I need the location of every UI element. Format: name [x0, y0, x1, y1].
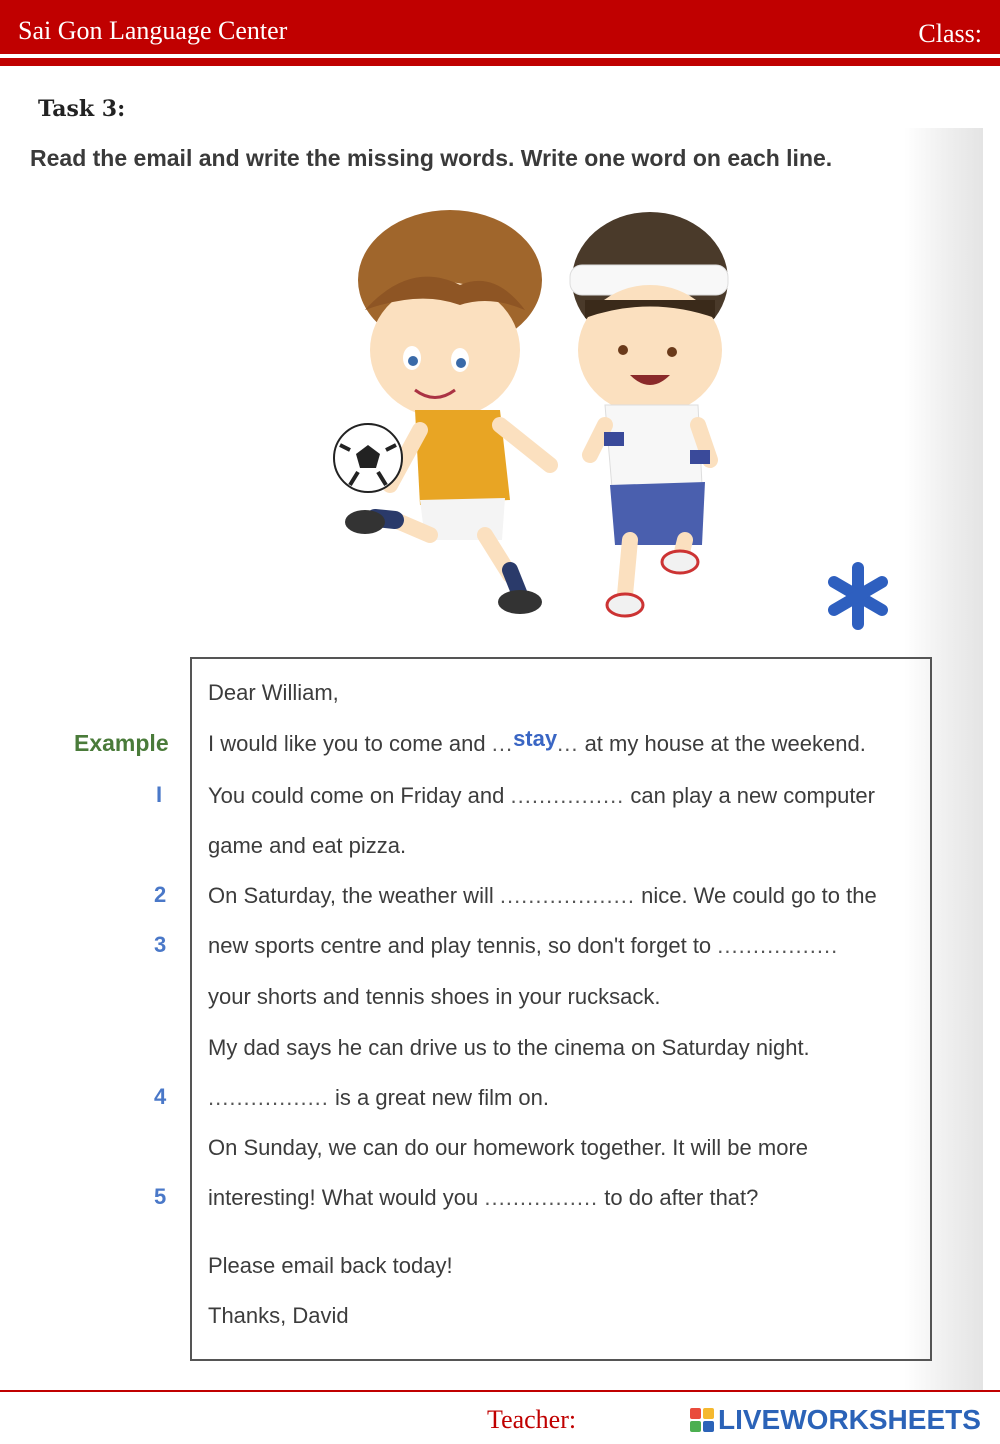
header-rule: [0, 58, 1000, 66]
q2-text-before: On Saturday, the weather will: [208, 883, 500, 908]
question-number-2: 2: [154, 882, 167, 907]
task-instruction: Read the email and write the missing words. Write one word on each line.: [30, 145, 833, 171]
sunday-line: On Sunday, we can do our homework together. It will be more: [208, 1135, 809, 1160]
question-1-line: [208, 783, 875, 809]
q1-blank[interactable]: ................: [510, 783, 625, 808]
boy-with-headband: [570, 212, 728, 616]
q5-text-before: interesting! What would you: [208, 1185, 485, 1210]
question-number-4: 4: [154, 1084, 167, 1109]
example-blank-right: ...: [557, 731, 579, 756]
q1-text-after: can play a new computer: [624, 783, 875, 808]
cinema-line: My dad says he can drive us to the cinema on Saturday night.: [208, 1035, 810, 1060]
example-text-after: at my house at the weekend.: [578, 731, 866, 756]
example-line: [208, 726, 866, 757]
q5-text-after: to do after that?: [598, 1185, 759, 1210]
question-2-line: [208, 883, 877, 909]
q4-blank[interactable]: .................: [208, 1085, 329, 1110]
question-3-continued: your shorts and tennis shoes in your rucksack.: [208, 984, 661, 1009]
example-label: Example: [74, 730, 169, 756]
q1-text-before: You could come on Friday and: [208, 783, 511, 808]
question-1-continued: game and eat pizza.: [208, 833, 407, 858]
task-title: Task 3:: [38, 96, 126, 122]
question-3-line: [208, 933, 838, 959]
question-number-3: 3: [154, 932, 167, 957]
example-answer: stay: [513, 726, 558, 751]
question-number-5: 5: [154, 1184, 167, 1209]
q3-blank[interactable]: .................: [717, 933, 839, 958]
center-name: Sai Gon Language Center: [18, 16, 288, 45]
question-4-line: [208, 1085, 549, 1111]
q2-blank[interactable]: ...................: [499, 883, 635, 908]
question-5-line: [208, 1185, 758, 1211]
asterisk-icon: [822, 560, 894, 632]
header-bar: [0, 0, 1000, 54]
question-number-1: I: [156, 782, 163, 807]
footer-rule: [0, 1390, 1000, 1392]
liveworksheets-icon: [690, 1408, 714, 1432]
teacher-label: Teacher:: [487, 1405, 577, 1434]
q2-text-after: nice. We could go to the: [634, 883, 877, 908]
email-greeting: Dear William,: [208, 680, 339, 705]
liveworksheets-logo[interactable]: [690, 1404, 981, 1436]
q4-text-after: is a great new film on.: [328, 1085, 550, 1110]
example-text-before: I would like you to come and: [208, 731, 492, 756]
closing-signature: Thanks, David: [208, 1303, 349, 1328]
example-blank-left: ...: [491, 731, 514, 756]
boy-with-ball: [334, 210, 550, 614]
class-label: Class:: [918, 19, 982, 48]
closing-request: Please email back today!: [208, 1253, 453, 1278]
q3-text-before: new sports centre and play tennis, so don't forget to: [208, 933, 718, 958]
q5-blank[interactable]: ................: [484, 1185, 599, 1210]
boys-football-illustration: [320, 200, 740, 630]
liveworksheets-brand: LIVEWORKSHEETS: [718, 1404, 981, 1435]
